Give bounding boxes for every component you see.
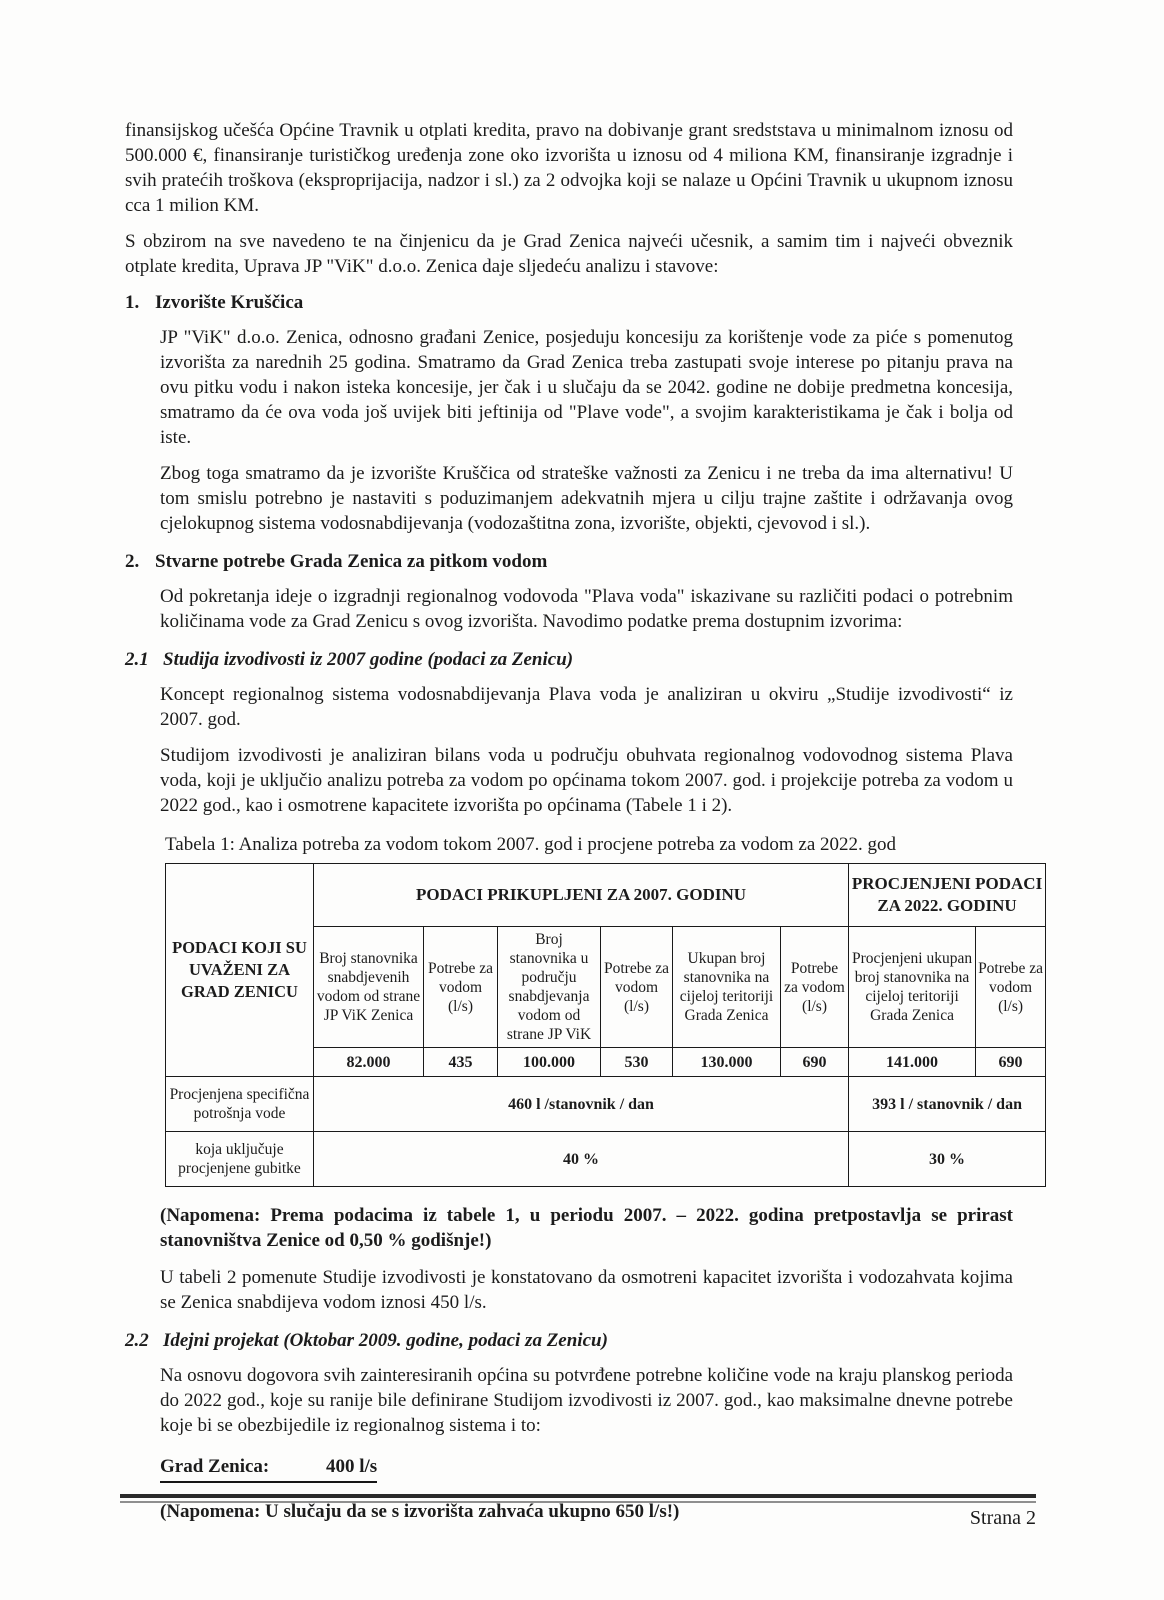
section-2-1-paragraph-1: Koncept regionalnog sistema vodosnabdijevanja Plava voda je analiziran u okviru „Studije izvodivosti“ iz 2007. god. bbox=[160, 684, 1013, 730]
specific-consumption-2022: 393 l / stanovnik / dan bbox=[849, 1077, 1046, 1132]
section-2-heading bbox=[125, 549, 1013, 574]
table-row-header-cell: PODACI KOJI SU UVAŽENI ZA GRAD ZENICU bbox=[166, 864, 314, 1077]
grad-zenica-label: Grad Zenica: bbox=[160, 1456, 270, 1477]
napomena-650: (Napomena: U slučaju da se s izvorišta zahvaća ukupno 650 l/s!) bbox=[160, 1501, 680, 1522]
table-col-header: Broj stanovnika u području snabdjevanja vodom od strane JP ViK bbox=[498, 927, 601, 1048]
section-2-title: Stvarne potrebe Grada Zenica za pitkom vodom bbox=[155, 551, 548, 572]
table-value-cell: 690 bbox=[976, 1048, 1046, 1077]
table-value-cell: 82.000 bbox=[314, 1048, 424, 1077]
section-1-paragraph-2: Zbog toga smatramo da je izvorište Kruščica od strateške važnosti za Zenicu i ne treba da ima alternativu! U tom smislu potrebno je nastaviti s poduzimanjem adekvatnih mjera u cilju trajne zaštite i održavanja ovog cjelokupnog sistema vodosnabdijevanja (vodozaštitna zona, izvorište, objekti, cjevovod i sl.). bbox=[160, 463, 1013, 534]
losses-2022: 30 % bbox=[849, 1132, 1046, 1187]
section-1-title: Izvorište Kruščica bbox=[155, 292, 304, 313]
table-col-header: Potrebe za vodom (l/s) bbox=[976, 927, 1046, 1048]
grad-zenica-value: 400 l/s bbox=[326, 1456, 378, 1477]
analysis-intro-paragraph: S obzirom na sve navedeno te na činjenicu da je Grad Zenica najveći učesnik, a samim tim i najveći obveznik otplate kredita, Uprava JP "ViK" d.o.o. Zenica daje sljedeću analizu i stavove: bbox=[125, 231, 1013, 277]
table-value-cell: 435 bbox=[424, 1048, 498, 1077]
table-group-2007: PODACI PRIKUPLJENI ZA 2007. GODINU bbox=[314, 864, 849, 927]
section-2-paragraph-1: Od pokretanja ideje o izgradnji regionalnog vodovoda "Plava voda" iskazivane su različiti podaci o potrebnim količinama vode za Grad Zenicu s ovog izvorišta. Navodimo podatke prema dostupnim izvorima: bbox=[160, 586, 1013, 632]
table-col-header: Potrebe za vodom (l/s) bbox=[424, 927, 498, 1048]
document-body bbox=[125, 118, 1044, 1536]
table-row-label: koja uključuje procjenjene gubitke bbox=[166, 1132, 314, 1187]
section-2-1-number: 2.1 bbox=[125, 649, 149, 670]
table-value-cell: 130.000 bbox=[673, 1048, 781, 1077]
table-value-cell: 530 bbox=[601, 1048, 673, 1077]
section-2-2-title: Idejni projekat (Oktobar 2009. godine, podaci za Zenicu) bbox=[163, 1330, 608, 1351]
section-1-number: 1. bbox=[125, 292, 140, 313]
grad-zenica-underlined bbox=[160, 1454, 377, 1483]
section-2-1-title: Studija izvodivosti iz 2007 godine (podaci za Zenicu) bbox=[163, 649, 574, 670]
losses-2007: 40 % bbox=[314, 1132, 849, 1187]
table-col-header: Potrebe za vodom (l/s) bbox=[601, 927, 673, 1048]
table-group-header-row bbox=[166, 864, 1046, 927]
section-2-1-paragraph-3: U tabeli 2 pomenute Studije izvodivosti je konstatovano da osmotreni kapacitet izvorišta i vodozahvata kojima se Zenica snabdijeva vodom iznosi 450 l/s. bbox=[160, 1267, 1013, 1313]
specific-consumption-2007: 460 l /stanovnik / dan bbox=[314, 1077, 849, 1132]
table-col-header: Ukupan broj stanovnika na cijeloj teritoriji Grada Zenica bbox=[673, 927, 781, 1048]
page-number-label: Strana 2 bbox=[969, 1507, 1036, 1529]
table-group-2022: PROCJENJENI PODACI ZA 2022. GODINU bbox=[849, 864, 1046, 927]
table-col-header: Potrebe za vodom (l/s) bbox=[781, 927, 849, 1048]
section-2-number: 2. bbox=[125, 551, 140, 572]
grad-zenica-line bbox=[160, 1454, 1013, 1483]
table-row-label: Procjenjena specifična potrošnja vode bbox=[166, 1077, 314, 1132]
table-1-caption: Tabela 1: Analiza potreba za vodom tokom 2007. god i procjene potreba za vodom za 2022. god bbox=[165, 834, 897, 855]
section-1-heading bbox=[125, 290, 1013, 315]
napomena-tabela-1: (Napomena: Prema podacima iz tabele 1, u periodu 2007. – 2022. godina pretpostavlja se prirast stanovništva Zenice od 0,50 % godišnje!) bbox=[160, 1205, 1013, 1251]
table-specific-consumption-row bbox=[166, 1077, 1046, 1132]
section-1-paragraph-1: JP "ViK" d.o.o. Zenica, odnosno građani Zenice, posjeduju koncesiju za korištenje vode za piće s pomenutog izvorišta za narednih 25 godina. Smatramo da Grad Zenica treba zastupati svoje interese po pitanju prava na ovu pitku vodu i nakon isteka koncesije, jer čak i u slučaju da se 2042. godine ne dobije predmetna koncesija, smatramo da će ova voda još uvijek biti jeftinija od "Plave vode", a svojim karakteristikama je čak i bolja od iste. bbox=[160, 327, 1013, 448]
table-col-header: Broj stanovnika snabdjevenih vodom od strane JP ViK Zenica bbox=[314, 927, 424, 1048]
section-2-1-paragraph-2: Studijom izvodivosti je analiziran bilans voda u području obuhvata regionalnog vodovodnog sistema Plava voda, koji je uključio analizu potreba za vodom po općinama tokom 2007. god. i projekcije potreba za vodom u 2022 god., kao i osmotrene kapacitete izvorišta po općinama (Tabele 1 i 2). bbox=[160, 745, 1013, 816]
table-value-cell: 690 bbox=[781, 1048, 849, 1077]
table-losses-row bbox=[166, 1132, 1046, 1187]
table-value-cell: 100.000 bbox=[498, 1048, 601, 1077]
intro-paragraph: finansijskog učešća Općine Travnik u otplati kredita, pravo na dobivanje grant sredststava u minimalnom iznosu od 500.000 €, finansiranje turističkog uređenja zone oko izvorišta u iznosu od 4 miliona KM, finansiranje izgradnje i svih pratećih troškova (eksproprijacija, nadzor i sl.) za 2 odvojka koji se nalaze u Općini Travnik u ukupnom iznosu cca 1 milion KM. bbox=[125, 120, 1013, 216]
table-value-cell: 141.000 bbox=[849, 1048, 976, 1077]
section-2-2-heading bbox=[125, 1328, 1013, 1353]
table-col-header: Procjenjeni ukupan broj stanovnika na cijeloj teritoriji Grada Zenica bbox=[849, 927, 976, 1048]
section-2-2-number: 2.2 bbox=[125, 1330, 149, 1351]
section-2-1-heading bbox=[125, 647, 1013, 672]
footer-divider bbox=[120, 1494, 1036, 1503]
tabela-1-water-needs bbox=[165, 863, 1046, 1187]
section-2-2-paragraph-1: Na osnovu dogovora svih zainteresiranih općina su potvrđene potrebne količine vode na kraju planskog perioda do 2022 god., koje su ranije bile definirane Studijom izvodivosti iz 2007. god., kao maksimalne dnevne potrebe koje bi se obezbijedile iz regionalnog sistema i to: bbox=[160, 1365, 1013, 1436]
